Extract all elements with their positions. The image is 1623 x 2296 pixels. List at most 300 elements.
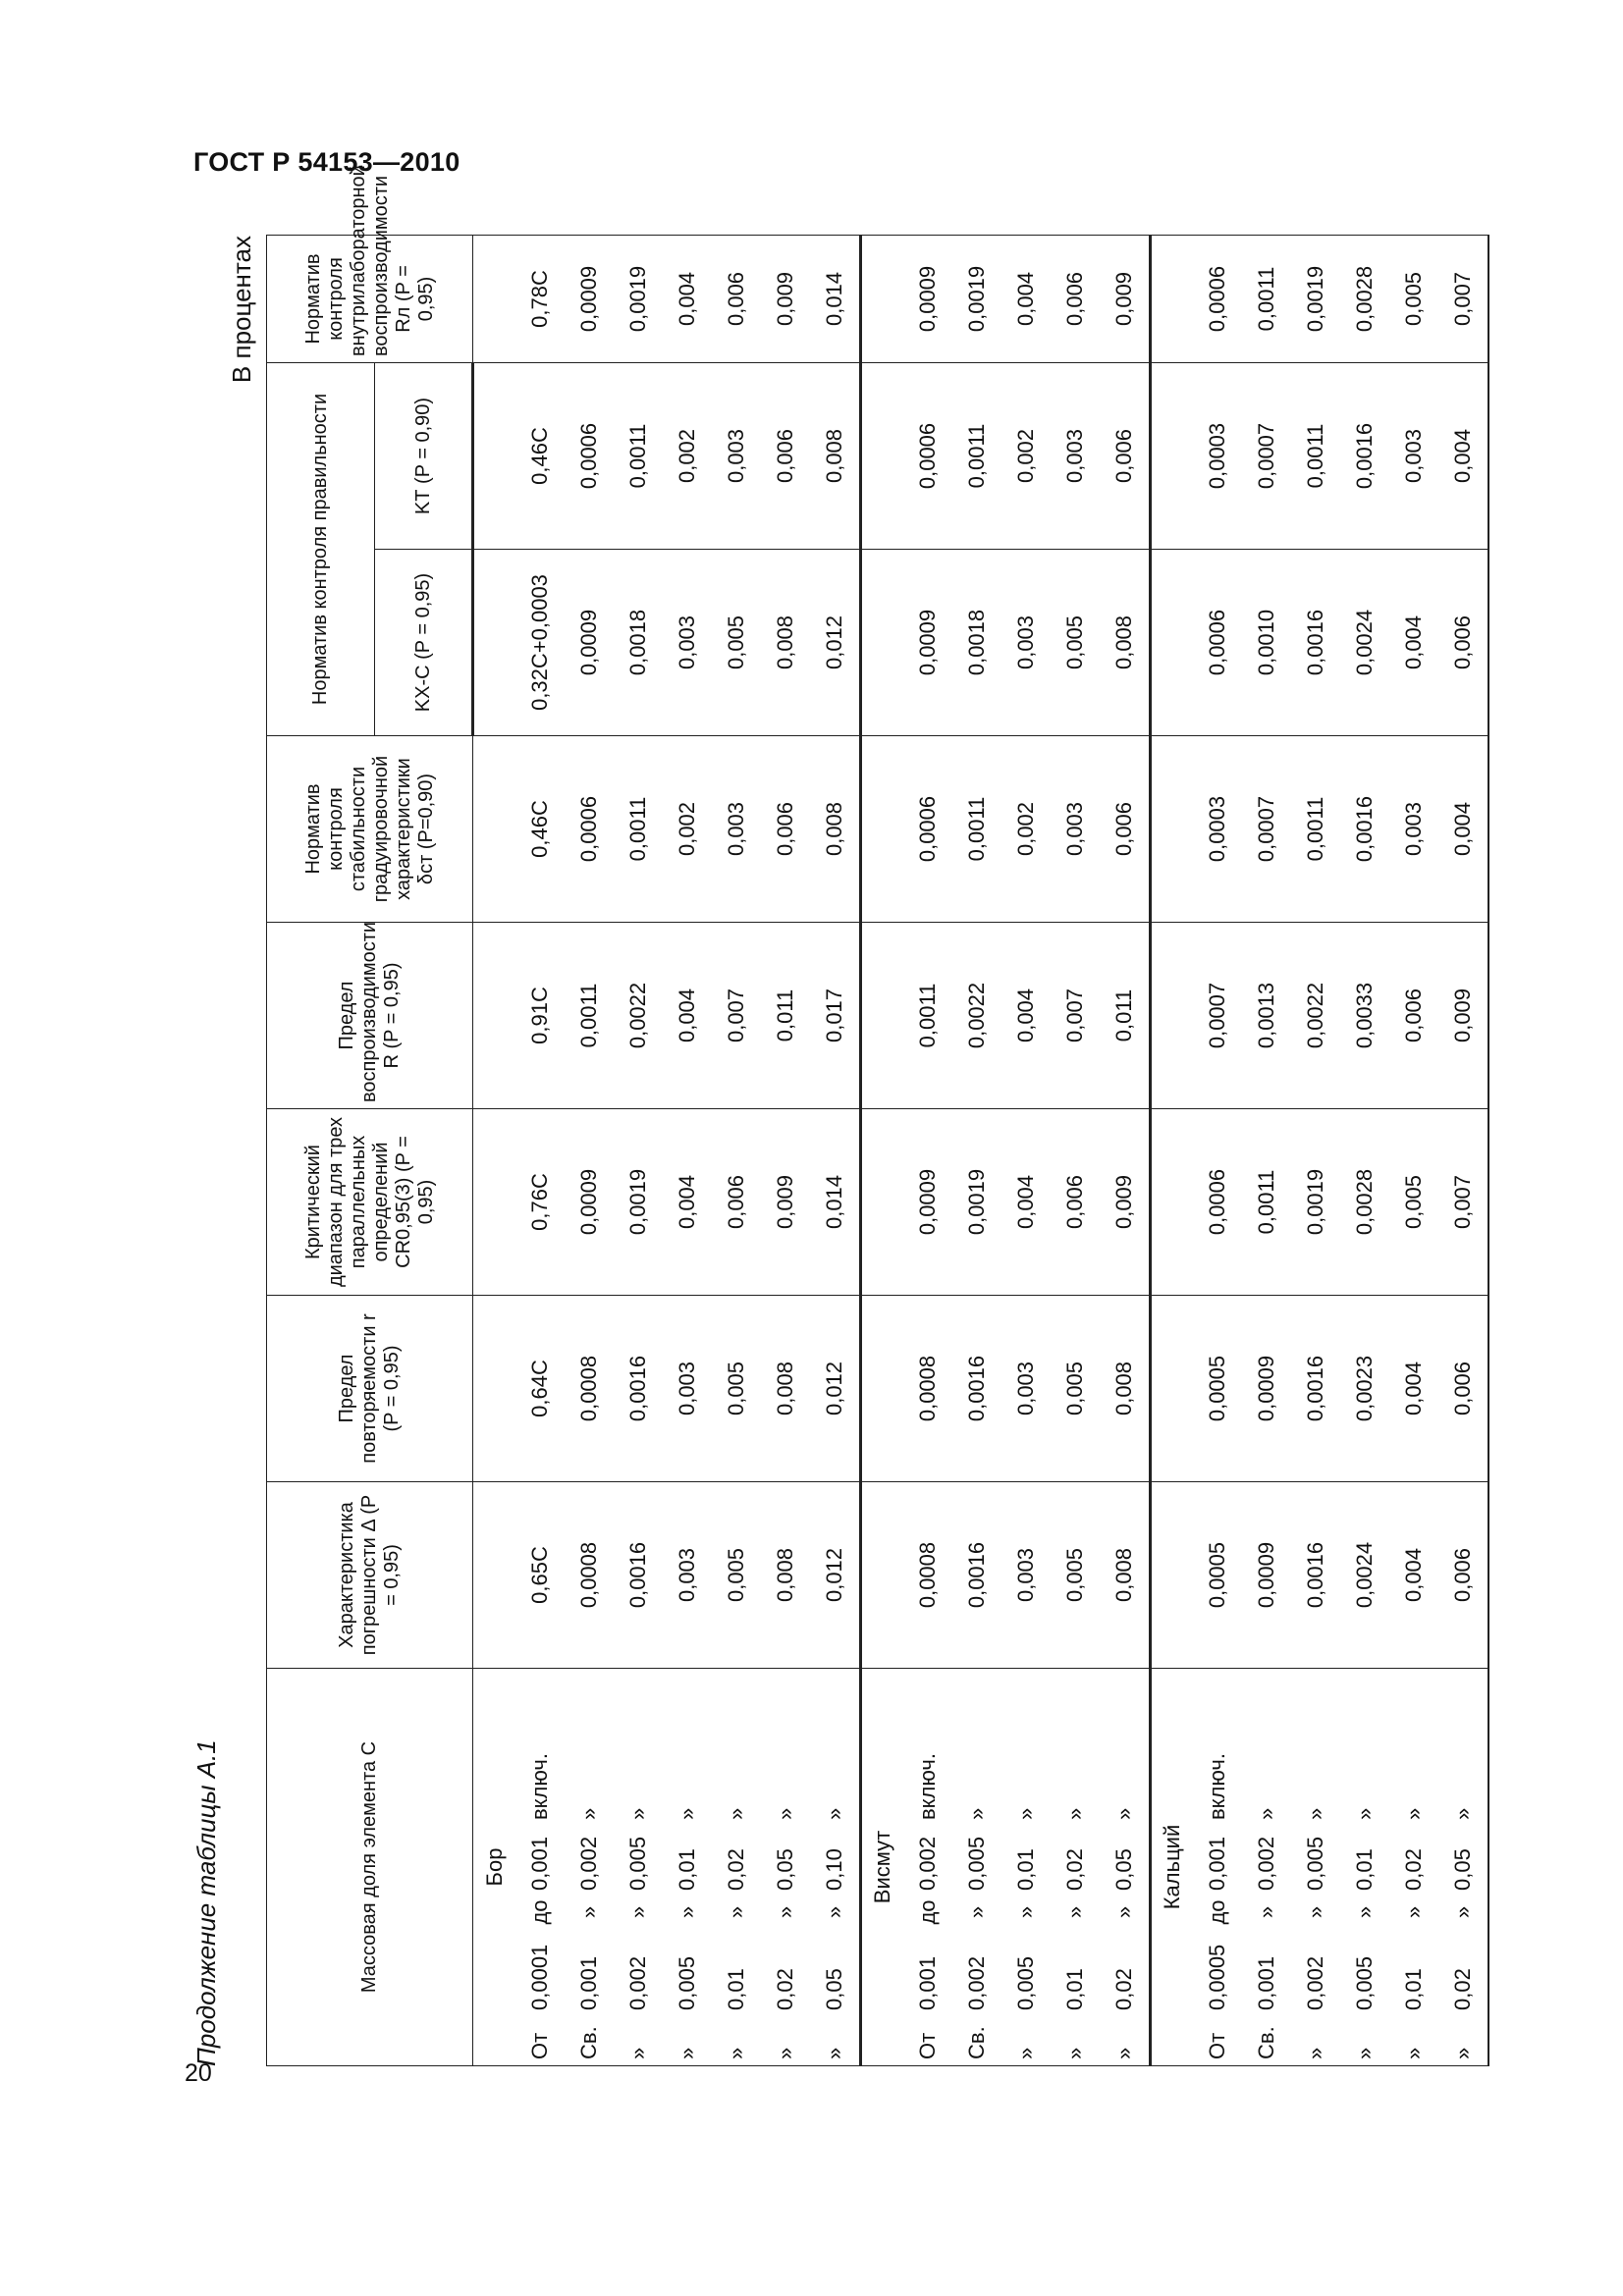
range-suf: » xyxy=(1254,1807,1278,1820)
empty-cell xyxy=(1151,1109,1194,1296)
range-to: 0,01 xyxy=(1352,1848,1377,1891)
range-to: 0,05 xyxy=(1111,1848,1136,1891)
value-cell-delta: 0,003 xyxy=(1001,1482,1051,1669)
value-cell-cr: 0,005 xyxy=(1389,1109,1438,1296)
range-from: 0,02 xyxy=(1111,1968,1136,2010)
element-row xyxy=(1151,235,1194,2065)
range-suf: » xyxy=(675,1807,699,1820)
value-cell-kt: 0,0016 xyxy=(1340,362,1389,549)
range-to: 0,002 xyxy=(915,1836,940,1891)
value-cell-rl: 0,007 xyxy=(1438,235,1488,362)
value-cell-kt: 0,003 xyxy=(1051,362,1100,549)
range-pre: » xyxy=(1303,2047,1327,2059)
value-cell-rl: 0,0019 xyxy=(952,235,1001,362)
range-pre: Св. xyxy=(1254,2026,1278,2059)
value-cell-kxc: 0,0010 xyxy=(1242,550,1291,736)
document-code: ГОСТ Р 54153—2010 xyxy=(193,147,460,177)
range-suf: включ. xyxy=(1205,1753,1229,1820)
value-cell-R: 0,004 xyxy=(1001,923,1051,1109)
header-error-characteristic: Характеристика погрешности Δ (P = 0,95) xyxy=(267,1482,473,1669)
value-cell-R: 0,0022 xyxy=(952,923,1001,1109)
range-to: 0,01 xyxy=(675,1848,699,1891)
value-cell-rl: 0,005 xyxy=(1389,235,1438,362)
table-body xyxy=(473,235,1489,2065)
value-cell-dst: 0,002 xyxy=(663,736,712,923)
empty-cell xyxy=(861,1109,904,1296)
range-from: 0,02 xyxy=(773,1968,797,2010)
range-from: 0,005 xyxy=(675,1955,699,2010)
range-from: 0,02 xyxy=(1450,1968,1475,2010)
range-do: » xyxy=(576,1905,601,1919)
range-pre: От xyxy=(527,2032,552,2059)
value-cell-r: 0,0016 xyxy=(952,1296,1001,1482)
value-cell-r: 0,006 xyxy=(1438,1296,1488,1482)
element-row xyxy=(861,235,904,2065)
value-cell-rl: 0,0019 xyxy=(1291,235,1340,362)
range-do: » xyxy=(773,1905,797,1919)
empty-cell xyxy=(1151,550,1194,736)
range-pre: » xyxy=(773,2047,797,2059)
value-cell-R: 0,91C xyxy=(515,923,565,1109)
range-from: 0,001 xyxy=(1254,1955,1278,2010)
mass-range-cell xyxy=(1438,1669,1488,2066)
value-cell-dst: 0,0011 xyxy=(614,736,663,923)
value-cell-cr: 0,007 xyxy=(1438,1109,1488,1296)
empty-cell xyxy=(861,923,904,1109)
value-cell-cr: 0,0009 xyxy=(565,1109,614,1296)
range-pre: Св. xyxy=(576,2026,601,2059)
value-cell-delta: 0,008 xyxy=(1100,1482,1151,1669)
value-cell-kt: 0,002 xyxy=(663,362,712,549)
range-suf: включ. xyxy=(915,1753,940,1820)
value-cell-r: 0,64C xyxy=(515,1296,565,1482)
value-cell-kt: 0,46C xyxy=(515,362,565,549)
value-cell-delta: 0,0005 xyxy=(1193,1482,1242,1669)
range-to: 0,02 xyxy=(1401,1848,1426,1891)
mass-range-cell xyxy=(712,1669,761,2066)
value-cell-r: 0,0016 xyxy=(1291,1296,1340,1482)
table-row xyxy=(1291,235,1340,2065)
empty-cell xyxy=(861,550,904,736)
mass-range-cell xyxy=(810,1669,861,2066)
value-cell-kt: 0,003 xyxy=(1389,362,1438,549)
range-to: 0,02 xyxy=(724,1848,748,1891)
table-row xyxy=(1193,235,1242,2065)
range-suf: » xyxy=(1303,1807,1327,1820)
empty-cell xyxy=(473,362,516,549)
value-cell-kxc: 0,32C+0,0003 xyxy=(515,550,565,736)
value-cell-r: 0,0008 xyxy=(903,1296,952,1482)
range-suf: » xyxy=(625,1807,650,1820)
value-cell-r: 0,0009 xyxy=(1242,1296,1291,1482)
range-pre: » xyxy=(1111,2047,1136,2059)
range-do: до xyxy=(915,1899,940,1925)
range-pre: » xyxy=(1352,2047,1377,2059)
value-cell-cr: 0,0019 xyxy=(614,1109,663,1296)
value-cell-r: 0,003 xyxy=(663,1296,712,1482)
value-cell-rl: 0,014 xyxy=(810,235,861,362)
value-cell-rl: 0,006 xyxy=(712,235,761,362)
mass-range-cell xyxy=(1001,1669,1051,2066)
header-intralab-reproducibility: Норматив контроля внутрилабораторной воспроизводимости Rл (P = 0,95) xyxy=(267,235,473,362)
value-cell-R: 0,007 xyxy=(1051,923,1100,1109)
range-suf: » xyxy=(1013,1807,1038,1820)
value-cell-dst: 0,0006 xyxy=(565,736,614,923)
table-row xyxy=(903,235,952,2065)
table-row xyxy=(1340,235,1389,2065)
value-cell-kt: 0,0011 xyxy=(1291,362,1340,549)
range-from: 0,05 xyxy=(822,1968,846,2010)
range-do: до xyxy=(527,1899,552,1925)
range-pre: Св. xyxy=(964,2026,989,2059)
value-cell-r: 0,0023 xyxy=(1340,1296,1389,1482)
range-from: 0,002 xyxy=(1303,1955,1327,2010)
value-cell-R: 0,009 xyxy=(1438,923,1488,1109)
empty-cell xyxy=(861,736,904,923)
table-row xyxy=(1001,235,1051,2065)
value-cell-cr: 0,006 xyxy=(712,1109,761,1296)
range-do: » xyxy=(625,1905,650,1919)
value-cell-kxc: 0,0009 xyxy=(903,550,952,736)
header-reproducibility-limit: Предел воспроизводимости R (P = 0,95) xyxy=(267,923,473,1109)
empty-cell xyxy=(473,1296,516,1482)
table-row xyxy=(810,235,861,2065)
value-cell-r: 0,008 xyxy=(761,1296,810,1482)
value-cell-delta: 0,0016 xyxy=(1291,1482,1340,1669)
table-row xyxy=(614,235,663,2065)
element-name: Висмут xyxy=(861,1669,904,2066)
mass-range-cell xyxy=(515,1669,565,2066)
mass-range-cell xyxy=(663,1669,712,2066)
value-cell-kt: 0,003 xyxy=(712,362,761,549)
value-cell-delta: 0,65C xyxy=(515,1482,565,1669)
value-cell-cr: 0,004 xyxy=(663,1109,712,1296)
value-cell-R: 0,0022 xyxy=(614,923,663,1109)
header-kxc: KX-C (P = 0,95) xyxy=(375,550,473,736)
range-do: до xyxy=(1205,1899,1229,1925)
value-cell-kxc: 0,0016 xyxy=(1291,550,1340,736)
value-cell-dst: 0,008 xyxy=(810,736,861,923)
range-do: » xyxy=(675,1905,699,1919)
value-cell-R: 0,0013 xyxy=(1242,923,1291,1109)
value-cell-kt: 0,006 xyxy=(1100,362,1151,549)
value-cell-delta: 0,0016 xyxy=(614,1482,663,1669)
mass-range-cell xyxy=(1051,1669,1100,2066)
empty-cell xyxy=(1151,736,1194,923)
empty-cell xyxy=(861,1296,904,1482)
empty-cell xyxy=(473,1482,516,1669)
value-cell-R: 0,004 xyxy=(663,923,712,1109)
range-do: » xyxy=(1401,1905,1426,1919)
table-row xyxy=(761,235,810,2065)
value-cell-dst: 0,003 xyxy=(712,736,761,923)
element-name: Бор xyxy=(473,1669,516,2066)
value-cell-delta: 0,003 xyxy=(663,1482,712,1669)
range-do: » xyxy=(822,1905,846,1919)
value-cell-cr: 0,0011 xyxy=(1242,1109,1291,1296)
empty-cell xyxy=(473,1109,516,1296)
value-cell-kt: 0,0003 xyxy=(1193,362,1242,549)
empty-cell xyxy=(473,235,516,362)
value-cell-R: 0,007 xyxy=(712,923,761,1109)
value-cell-r: 0,0005 xyxy=(1193,1296,1242,1482)
value-cell-dst: 0,46C xyxy=(515,736,565,923)
header-repeatability-limit: Предел повторяемости r (P = 0,95) xyxy=(267,1296,473,1482)
value-cell-kxc: 0,0009 xyxy=(565,550,614,736)
value-cell-delta: 0,0024 xyxy=(1340,1482,1389,1669)
range-pre: От xyxy=(915,2032,940,2059)
mass-range-cell xyxy=(1193,1669,1242,2066)
range-pre: » xyxy=(1450,2047,1475,2059)
value-cell-r: 0,005 xyxy=(1051,1296,1100,1482)
range-to: 0,05 xyxy=(773,1848,797,1891)
value-cell-cr: 0,0028 xyxy=(1340,1109,1389,1296)
rotated-table-area xyxy=(165,165,1535,2120)
value-cell-cr: 0,014 xyxy=(810,1109,861,1296)
value-cell-r: 0,005 xyxy=(712,1296,761,1482)
range-do: » xyxy=(1303,1905,1327,1919)
empty-cell xyxy=(473,736,516,923)
header-critical-range: Критический диапазон для трех параллельных определений CR0,95(3) (P = 0,95) xyxy=(267,1109,473,1296)
value-cell-r: 0,004 xyxy=(1389,1296,1438,1482)
value-cell-kxc: 0,0018 xyxy=(952,550,1001,736)
range-from: 0,01 xyxy=(1401,1968,1426,2010)
value-cell-kxc: 0,0024 xyxy=(1340,550,1389,736)
range-suf: » xyxy=(724,1807,748,1820)
value-cell-r: 0,0016 xyxy=(614,1296,663,1482)
value-cell-kxc: 0,003 xyxy=(1001,550,1051,736)
table-row xyxy=(1389,235,1438,2065)
value-cell-cr: 0,009 xyxy=(1100,1109,1151,1296)
empty-cell xyxy=(1151,1482,1194,1669)
mass-range-cell xyxy=(1242,1669,1291,2066)
value-cell-r: 0,003 xyxy=(1001,1296,1051,1482)
value-cell-rl: 0,006 xyxy=(1051,235,1100,362)
value-cell-kxc: 0,006 xyxy=(1438,550,1488,736)
range-to: 0,01 xyxy=(1013,1848,1038,1891)
element-row xyxy=(473,235,516,2065)
range-do: » xyxy=(1352,1905,1377,1919)
table-row xyxy=(1242,235,1291,2065)
value-cell-R: 0,011 xyxy=(1100,923,1151,1109)
value-cell-delta: 0,0008 xyxy=(903,1482,952,1669)
table-row xyxy=(1051,235,1100,2065)
range-do: » xyxy=(1450,1905,1475,1919)
range-to: 0,001 xyxy=(527,1836,552,1891)
value-cell-kxc: 0,008 xyxy=(1100,550,1151,736)
value-cell-cr: 0,0019 xyxy=(952,1109,1001,1296)
empty-cell xyxy=(473,923,516,1109)
range-from: 0,002 xyxy=(964,1955,989,2010)
value-cell-dst: 0,0003 xyxy=(1193,736,1242,923)
value-cell-dst: 0,0006 xyxy=(903,736,952,923)
value-cell-kxc: 0,0006 xyxy=(1193,550,1242,736)
range-suf: » xyxy=(1062,1807,1087,1820)
mass-range-cell xyxy=(952,1669,1001,2066)
value-cell-dst: 0,003 xyxy=(1389,736,1438,923)
range-suf: » xyxy=(576,1807,601,1820)
header-correctness-control: Норматив контроля правильности xyxy=(267,362,375,735)
range-pre: От xyxy=(1205,2032,1229,2059)
range-from: 0,001 xyxy=(915,1955,940,2010)
range-suf: » xyxy=(1401,1807,1426,1820)
value-cell-kt: 0,002 xyxy=(1001,362,1051,549)
range-do: » xyxy=(1254,1905,1278,1919)
value-cell-kxc: 0,008 xyxy=(761,550,810,736)
value-cell-r: 0,0008 xyxy=(565,1296,614,1482)
table-row xyxy=(515,235,565,2065)
range-pre: » xyxy=(1062,2047,1087,2059)
range-pre: » xyxy=(724,2047,748,2059)
value-cell-cr: 0,0009 xyxy=(903,1109,952,1296)
value-cell-kxc: 0,005 xyxy=(712,550,761,736)
value-cell-delta: 0,008 xyxy=(761,1482,810,1669)
header-calibration-stability: Норматив контроля стабильности градуировочной характеристики δст (P=0,90) xyxy=(267,736,473,923)
value-cell-kxc: 0,003 xyxy=(663,550,712,736)
value-cell-kt: 0,0011 xyxy=(614,362,663,549)
value-cell-kt: 0,0011 xyxy=(952,362,1001,549)
mass-range-cell xyxy=(565,1669,614,2066)
standards-table xyxy=(266,165,1489,2066)
value-cell-cr: 0,76C xyxy=(515,1109,565,1296)
value-cell-dst: 0,006 xyxy=(761,736,810,923)
value-cell-R: 0,0033 xyxy=(1340,923,1389,1109)
empty-cell xyxy=(473,550,516,736)
value-cell-r: 0,012 xyxy=(810,1296,861,1482)
range-pre: » xyxy=(675,2047,699,2059)
range-pre: » xyxy=(822,2047,846,2059)
value-cell-rl: 0,0006 xyxy=(1193,235,1242,362)
mass-range-cell xyxy=(1291,1669,1340,2066)
empty-cell xyxy=(861,362,904,549)
table-row xyxy=(952,235,1001,2065)
value-cell-dst: 0,004 xyxy=(1438,736,1488,923)
value-cell-rl: 0,0011 xyxy=(1242,235,1291,362)
empty-cell xyxy=(1151,362,1194,549)
value-cell-rl: 0,009 xyxy=(1100,235,1151,362)
empty-cell xyxy=(1151,235,1194,362)
empty-cell xyxy=(1151,1296,1194,1482)
table-units: В процентах xyxy=(227,236,256,384)
value-cell-kxc: 0,012 xyxy=(810,550,861,736)
value-cell-kt: 0,008 xyxy=(810,362,861,549)
range-to: 0,02 xyxy=(1062,1848,1087,1891)
value-cell-kt: 0,0006 xyxy=(903,362,952,549)
value-cell-kt: 0,004 xyxy=(1438,362,1488,549)
table-caption: Продолжение таблицы А.1 xyxy=(191,1739,221,2066)
table-row xyxy=(1100,235,1151,2065)
range-to: 0,002 xyxy=(576,1836,601,1891)
range-do: » xyxy=(1062,1905,1087,1919)
mass-range-cell xyxy=(1389,1669,1438,2066)
value-cell-cr: 0,006 xyxy=(1051,1109,1100,1296)
value-cell-dst: 0,002 xyxy=(1001,736,1051,923)
value-cell-kt: 0,0007 xyxy=(1242,362,1291,549)
range-do: » xyxy=(724,1905,748,1919)
value-cell-rl: 0,004 xyxy=(663,235,712,362)
range-suf: включ. xyxy=(527,1753,552,1820)
range-to: 0,10 xyxy=(822,1848,846,1891)
range-to: 0,05 xyxy=(1450,1848,1475,1891)
value-cell-delta: 0,006 xyxy=(1438,1482,1488,1669)
range-from: 0,005 xyxy=(1352,1955,1377,2010)
value-cell-rl: 0,0009 xyxy=(903,235,952,362)
header-mass-fraction: Массовая доля элемента C xyxy=(267,1669,473,2066)
value-cell-dst: 0,0016 xyxy=(1340,736,1389,923)
mass-range-cell xyxy=(614,1669,663,2066)
range-do: » xyxy=(1013,1905,1038,1919)
value-cell-cr: 0,0006 xyxy=(1193,1109,1242,1296)
value-cell-R: 0,0007 xyxy=(1193,923,1242,1109)
value-cell-dst: 0,003 xyxy=(1051,736,1100,923)
value-cell-delta: 0,0008 xyxy=(565,1482,614,1669)
value-cell-cr: 0,009 xyxy=(761,1109,810,1296)
mass-range-cell xyxy=(761,1669,810,2066)
value-cell-cr: 0,004 xyxy=(1001,1109,1051,1296)
value-cell-R: 0,0011 xyxy=(565,923,614,1109)
range-pre: » xyxy=(1401,2047,1426,2059)
range-suf: » xyxy=(1111,1807,1136,1820)
value-cell-R: 0,0011 xyxy=(903,923,952,1109)
mass-range-cell xyxy=(903,1669,952,2066)
value-cell-delta: 0,012 xyxy=(810,1482,861,1669)
element-name: Кальций xyxy=(1151,1669,1194,2066)
table-row xyxy=(663,235,712,2065)
value-cell-kt: 0,0006 xyxy=(565,362,614,549)
range-suf: » xyxy=(1352,1807,1377,1820)
range-pre: » xyxy=(625,2047,650,2059)
value-cell-dst: 0,0011 xyxy=(952,736,1001,923)
range-from: 0,0005 xyxy=(1205,1944,1229,2010)
page-number: 20 xyxy=(185,2059,212,2087)
value-cell-delta: 0,0016 xyxy=(952,1482,1001,1669)
mass-range-cell xyxy=(1100,1669,1151,2066)
range-to: 0,005 xyxy=(964,1836,989,1891)
value-cell-dst: 0,0011 xyxy=(1291,736,1340,923)
table-row xyxy=(712,235,761,2065)
range-to: 0,001 xyxy=(1205,1836,1229,1891)
value-cell-dst: 0,0007 xyxy=(1242,736,1291,923)
value-cell-R: 0,011 xyxy=(761,923,810,1109)
range-suf: » xyxy=(822,1807,846,1820)
value-cell-rl: 0,0028 xyxy=(1340,235,1389,362)
value-cell-rl: 0,78C xyxy=(515,235,565,362)
value-cell-rl: 0,0019 xyxy=(614,235,663,362)
empty-cell xyxy=(861,1482,904,1669)
range-do: » xyxy=(964,1905,989,1919)
value-cell-R: 0,006 xyxy=(1389,923,1438,1109)
table-row xyxy=(565,235,614,2065)
range-suf: » xyxy=(964,1807,989,1820)
range-from: 0,005 xyxy=(1013,1955,1038,2010)
value-cell-delta: 0,004 xyxy=(1389,1482,1438,1669)
range-suf: » xyxy=(1450,1807,1475,1820)
range-suf: » xyxy=(773,1807,797,1820)
value-cell-kt: 0,006 xyxy=(761,362,810,549)
range-from: 0,01 xyxy=(724,1968,748,2010)
value-cell-R: 0,017 xyxy=(810,923,861,1109)
range-from: 0,001 xyxy=(576,1955,601,2010)
empty-cell xyxy=(1151,923,1194,1109)
value-cell-dst: 0,006 xyxy=(1100,736,1151,923)
value-cell-cr: 0,0019 xyxy=(1291,1109,1340,1296)
value-cell-delta: 0,005 xyxy=(712,1482,761,1669)
value-cell-rl: 0,004 xyxy=(1001,235,1051,362)
range-to: 0,005 xyxy=(625,1836,650,1891)
empty-cell xyxy=(861,235,904,362)
range-from: 0,01 xyxy=(1062,1968,1087,2010)
mass-range-cell xyxy=(1340,1669,1389,2066)
